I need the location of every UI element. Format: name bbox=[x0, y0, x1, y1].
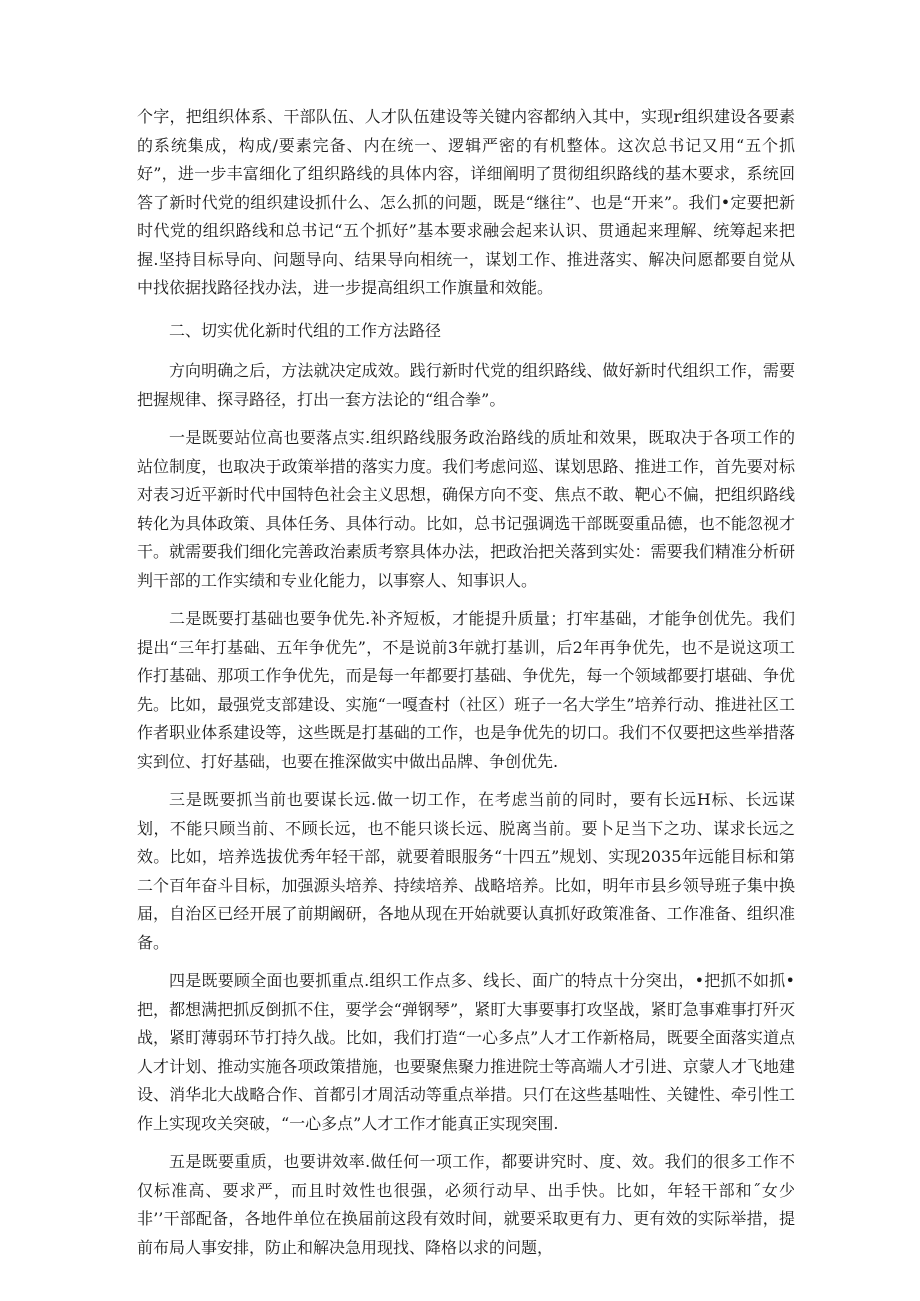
paragraph-point-1: 一是既要站位高也要落点实.组织路线服务政治路线的质址和效果，既取决于各项工作的站位制度，也取决于政策举措的落实力度。我们考虑问巡、谋划思路、推进工作，首先要对标对表习近平新时代中国特色社会主义思想，确保方向不变、焦点不敢、靶心不偏，把组织路线转化为具体政策、具体任务、具体行动。比如，总书记强调选干部既耍重品德，也不能忽视才干。就需要我们细化完善政治素质考察具体办法，把政治把关落到实处：需要我们精准分析研判干部的工作实绩和专业化能力，以事察人、知事识人。 bbox=[137, 428, 795, 590]
paragraph-point-2: 二是既要打基础也要争优先.补齐短板，才能提升质量；打牢基础，才能争创优先。我们提出“三年打基础、五年争优先”，不是说前3年就打基训，后2年再争优先，也不是说这项工作打基础、那项工作争优先，而是每一年都要打基础、争优先，每一个领域都要打堪础、争优先。比如，最强党支部建设、实施“一嘎查村（社区）班子一名大学生”培养行动、推进社区工作者职业体系建设等，这些既是打基础的工作，也是争优先的切口。我们不仅要把这些举措落实到位、打好基础，也要在推深做实中做出品牌、争创优先. bbox=[137, 609, 795, 771]
paragraph-point-5: 五是既要重质，也要讲效率.做任何一项工作，都要讲究时、度、效。我们的很多工作不仅标准高、要求严，而且时效性也很强，必须行动早、出手快。比如，年轻干部和˝女少非’’干部配备，各地件单位在换届前这段有效时间，就要采取更有力、更有效的实际举措，提前布局人事安排，防止和解决急用现找、降格以求的问题， bbox=[137, 1152, 795, 1257]
section-heading: 二、切实优化新时代组的工作方法路径 bbox=[169, 320, 442, 340]
paragraph-continuation: 个字，把组织体系、干部队伍、人才队伍建设等关键内容都纳入其中，实现r组织建设各要素的系统集成，构成/要素完备、内在统一、逻辑严密的有机整体。这次总书记又用“五个抓好”，进一步丰富细化了组织路线的具体内容，详细阐明了贯彻组织路线的基木要求，系统回答了新时代党的组织建设抓什么、怎么抓的问题，既是“继往”、也是“开来”。我们•定要把新时代党的组织路线和总书记“五个抓好”基本要求融会起来认识、贯通起来理解、统筹起来把握.坚持目标导向、问题导向、结果导向相统一，谋划工作、推进落实、解决问愿都要自觉从中找依据找路径找办法，进一步提高组织工作旗量和效能。 bbox=[137, 107, 795, 297]
paragraph-intro: 方向明确之后，方法就决定成效。践行新时代党的组织路线、做好新时代组织工作，需要把握规律、探寻路径，打出一套方法论的“组合拳”。 bbox=[137, 361, 795, 409]
document-body bbox=[137, 103, 795, 1272]
paragraph-point-4: 四是既要顾全面也要抓重点.组织工作点多、线长、面广的特点十分突出，•把抓不如抓•把，都想满把抓反倒抓不住，要学会“弹钢琴”，紧盯大事要事打攻坚战，紧盯急事难事打歼灭战，紧盯薄弱环节打持久战。比如，我们打造“一心多点”人才工作新格局，既要全面落实道点人才计划、推动实施各项政策措施，也要聚焦聚力推进院士等高端人才引进、京蒙人才飞地建设、消华北大战略合作、首都引才周活动等重点举措。只仃在这些基咄性、关键性、牵引性工作上实现攻关突破，“一心多点”人才工作才能真正实现突围. bbox=[137, 971, 795, 1133]
paragraph-point-3: 三是既要抓当前也要谋长远.做一切工作，在考虑当前的同时，要有长远H标、长远谋划，不能只顾当前、不顾长远，也不能只谈长远、脱离当前。要卜足当下之功、谋求长远之效。比如，培养选拔优秀年轻干部，就要着眼服务“十四五”规划、实现2035年远能目标和第二个百年奋斗目标，加强源头培养、持续培养、战略培养。比如，明年市县乡领导班子集中换届，自治区已经开展了前期阚研，各地从现在开始就要认真抓好政策准备、工作准备、组织准备。 bbox=[137, 790, 795, 952]
